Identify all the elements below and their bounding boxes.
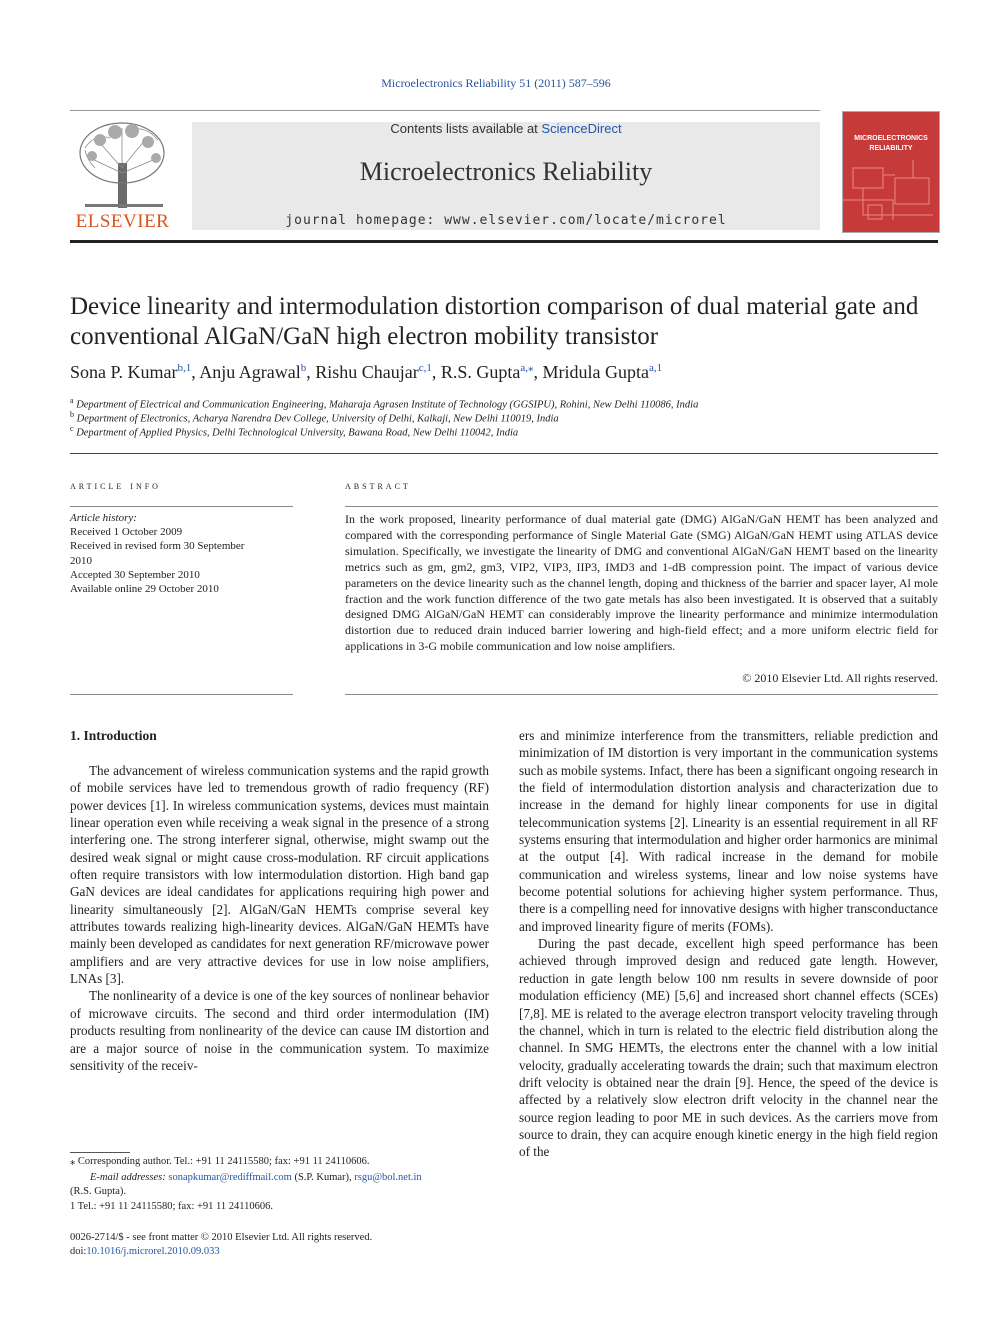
body-left-column <box>70 762 489 1074</box>
section-heading-introduction: 1. Introduction <box>70 728 157 743</box>
footnote-corresponding: ⁎ Corresponding author. Tel.: +91 11 24115580; fax: +91 11 24110606. <box>70 1156 370 1167</box>
author-name[interactable]: R.S. Gupta <box>440 362 521 382</box>
journal-title: Microelectronics Reliability <box>359 157 653 186</box>
article-info-heading: article info <box>70 478 161 492</box>
header-bottom-rule <box>70 240 938 243</box>
body-paragraph: The advancement of wireless communication systems and the rapid growth of mobile services have led to tremendous growth of radio frequency (RF) power devices [1]. In wireless communication systems, devices must maintain linear operation even while receiving a weak signal in the presence of a strong interfering one. The strong interferer signal, otherwise, might swamp out the desired weak signal or might cause cross-modulation. RF circuit applications often require transistors with low intermodulation distortion. High band gap GaN devices are ideal candidates for applications requiring high power and linearity simultaneously [2]. AlGaN/GaN HEMTs comprise several key attributes towards realizing high-linearity devices. AlGaN/GaN HEMTs have mainly been developed as candidates for next generation RF/microwave power amplifiers and are very attractive devices for use in low noise amplifiers, LNAs [3]. <box>70 763 489 987</box>
article-info-bottom-rule <box>70 694 293 695</box>
sciencedirect-link[interactable]: ScienceDirect <box>541 121 622 136</box>
email-link[interactable]: rsgu@bol.net.in <box>354 1172 422 1183</box>
footnote-1: 1 Tel.: +91 11 24115580; fax: +91 11 24110606. <box>70 1201 274 1212</box>
body-paragraph: The nonlinearity of a device is one of the key sources of nonlinear behavior of microwave circuits. The second and third order intermodulation (IM) products resulting from nonlinearity of the device can cause IM distortion and are a major source of noise in the communication system. To maximize sensitivity of the receiv- <box>70 988 489 1073</box>
abstract-rule <box>345 506 938 507</box>
author-affiliation-marker[interactable]: a,1 <box>649 362 663 374</box>
issn-block: 0026-2714/$ - see front matter © 2010 Elsevier Ltd. All rights reserved. doi:10.1016/j.microrel.2010.09.033 <box>70 1232 373 1257</box>
author-affiliation-marker[interactable]: b <box>300 362 307 374</box>
author-affiliation-marker[interactable]: a,⁎ <box>520 362 534 374</box>
abstract-bottom-rule <box>345 694 938 695</box>
author-separator: , <box>431 362 441 382</box>
article-history: Article history: Received 1 October 2009 Received in revised form 30 September 2010 Accepted 30 September 2010 Available online 29 October 2010 <box>70 512 245 596</box>
abstract-copyright: © 2010 Elsevier Ltd. All rights reserved. <box>742 671 938 685</box>
journal-citation[interactable]: Microelectronics Reliability 51 (2011) 587–596 <box>381 76 611 90</box>
abstract-heading: abstract <box>345 478 411 492</box>
author-name[interactable]: Sona P. Kumar <box>70 362 178 382</box>
author-separator: , <box>191 362 200 382</box>
author-separator: , <box>533 362 543 382</box>
author-name[interactable]: Rishu Chaujar <box>315 362 419 382</box>
body-right-column <box>519 727 938 1161</box>
article-info-rule <box>70 506 293 507</box>
cover-title: MICROELECTRONICS RELIABILITY <box>854 135 928 152</box>
journal-cover-thumbnail[interactable] <box>842 111 940 233</box>
body-paragraph: ers and minimize interference from the transmitters, reliable prediction and minimization of IM distortion is very important in the communication systems such as mobile systems. Infact, there has been a significant ongoing research in the field of intermodulation distortion analysis and characterization due to increase in the demand for highly linear components for use in digital telecommunication systems [2]. Linearity is an essential requirement in all RF systems ensuring that intermodulation and higher order harmonics are minimal at the output [4]. With radical increase in the demand for mobile communication and wireless systems, linear and low noise systems have become potential solutions for achieving higher system performance. Thus, there is a compelling need for innovative designs with higher transconductance and improved linearity figure of merits (FOMs). <box>519 728 938 934</box>
affiliation-a: $^a$ Department of Electrical and Communication Engineering, Maharaja Agrasen Institute of Technology (GGSIPU), Rohini, New Delhi 110086, India <box>70 396 699 411</box>
contents-line: Contents lists available at ScienceDirect <box>390 121 622 136</box>
author-name[interactable]: Anju Agrawal <box>199 362 301 382</box>
author-list <box>70 361 938 383</box>
abstract-text: In the work proposed, linearity performance of dual material gate (DMG) AlGaN/GaN HEMT has been analyzed and compared with the corresponding performance of Single Material Gate (SMG) AlGaN/GaN HEMT using ATLAS device simulation. Specifically, we investigate the linearity of DMG and conventional AlGaN/GaN HEMT based on the linearity metrics such as gm, gm2, gm3, VIP2, VIP3, IIP3, IMD3 and 1-dB compression point. The impact of various device parameters on the device linearity such as the channel length, doping and thickness of the barrier and spacer layer, Al mole fraction and the work function difference of the two gate metals has also been investigated. It is observed that a suitably designed DMG AlGaN/GaN HEMT can considerably improve the linearity performance and minimize intermodulation distortion due to reduced drain induced barrier lowering and high-field effect; and a more uniform electric field for applications in 3-G mobile communication and low noise amplifiers. <box>345 512 938 654</box>
author-name[interactable]: Mridula Gupta <box>542 362 650 382</box>
author-affiliation-marker[interactable]: c,1 <box>418 362 432 374</box>
email-link[interactable]: sonapkumar@rediffmail.com <box>168 1172 292 1183</box>
article-title: Device linearity and intermodulation distortion comparison of dual material gate and conventional AlGaN/GaN high electron mobility transistor <box>70 293 919 350</box>
doi-link[interactable]: 10.1016/j.microrel.2010.09.033 <box>86 1246 220 1257</box>
author-separator: , <box>306 362 316 382</box>
affiliation-rule <box>70 453 938 454</box>
affiliation-c: $^c$ Department of Applied Physics, Delhi Technological University, Bawana Road, New Delhi 110042, India <box>70 424 519 439</box>
elsevier-tree-icon <box>70 118 175 213</box>
body-paragraph: During the past decade, excellent high speed performance has been achieved through improved design and reduced gate length. However, reduction in gate length below 100 nm results in severe downside of poor modulation efficiency (ME) [5,6] and increased short channel effects (SCEs) [7,8]. ME is related to the average electron transport velocity traveling through the channel, which in turn is related to the electric field distribution along the channel. In SMG HEMTs, the electrons enter the channel with a low initial velocity, gradually accelerating towards the drain; such that maximum electron drift velocity is obtained near the drain [9]. Hence, the speed of the device is affected by a relatively slow electron drift velocity in the channel near the source region leading to poor ME in such devices. As the carriers move from source to drain, they can acquire enough kinetic energy in the high field region of the <box>519 936 938 1160</box>
affiliation-b: $^b$ Department of Electronics, Acharya Narendra Dev College, University of Delhi, Kalkaji, New Delhi 110019, India <box>70 410 559 425</box>
publisher-name: ELSEVIER <box>75 211 170 232</box>
footnote-rule <box>70 1152 130 1153</box>
footnote-email: E-mail addresses: sonapkumar@rediffmail.com (S.P. Kumar), rsgu@bol.net.in <box>90 1172 422 1183</box>
header-top-rule <box>70 110 820 111</box>
cover-circuit-icon <box>843 160 939 230</box>
journal-homepage[interactable]: journal homepage: www.elsevier.com/locate/microrel <box>285 213 727 228</box>
footnote-email-owner: (R.S. Gupta). <box>70 1186 126 1197</box>
author-affiliation-marker[interactable]: b,1 <box>177 362 192 374</box>
